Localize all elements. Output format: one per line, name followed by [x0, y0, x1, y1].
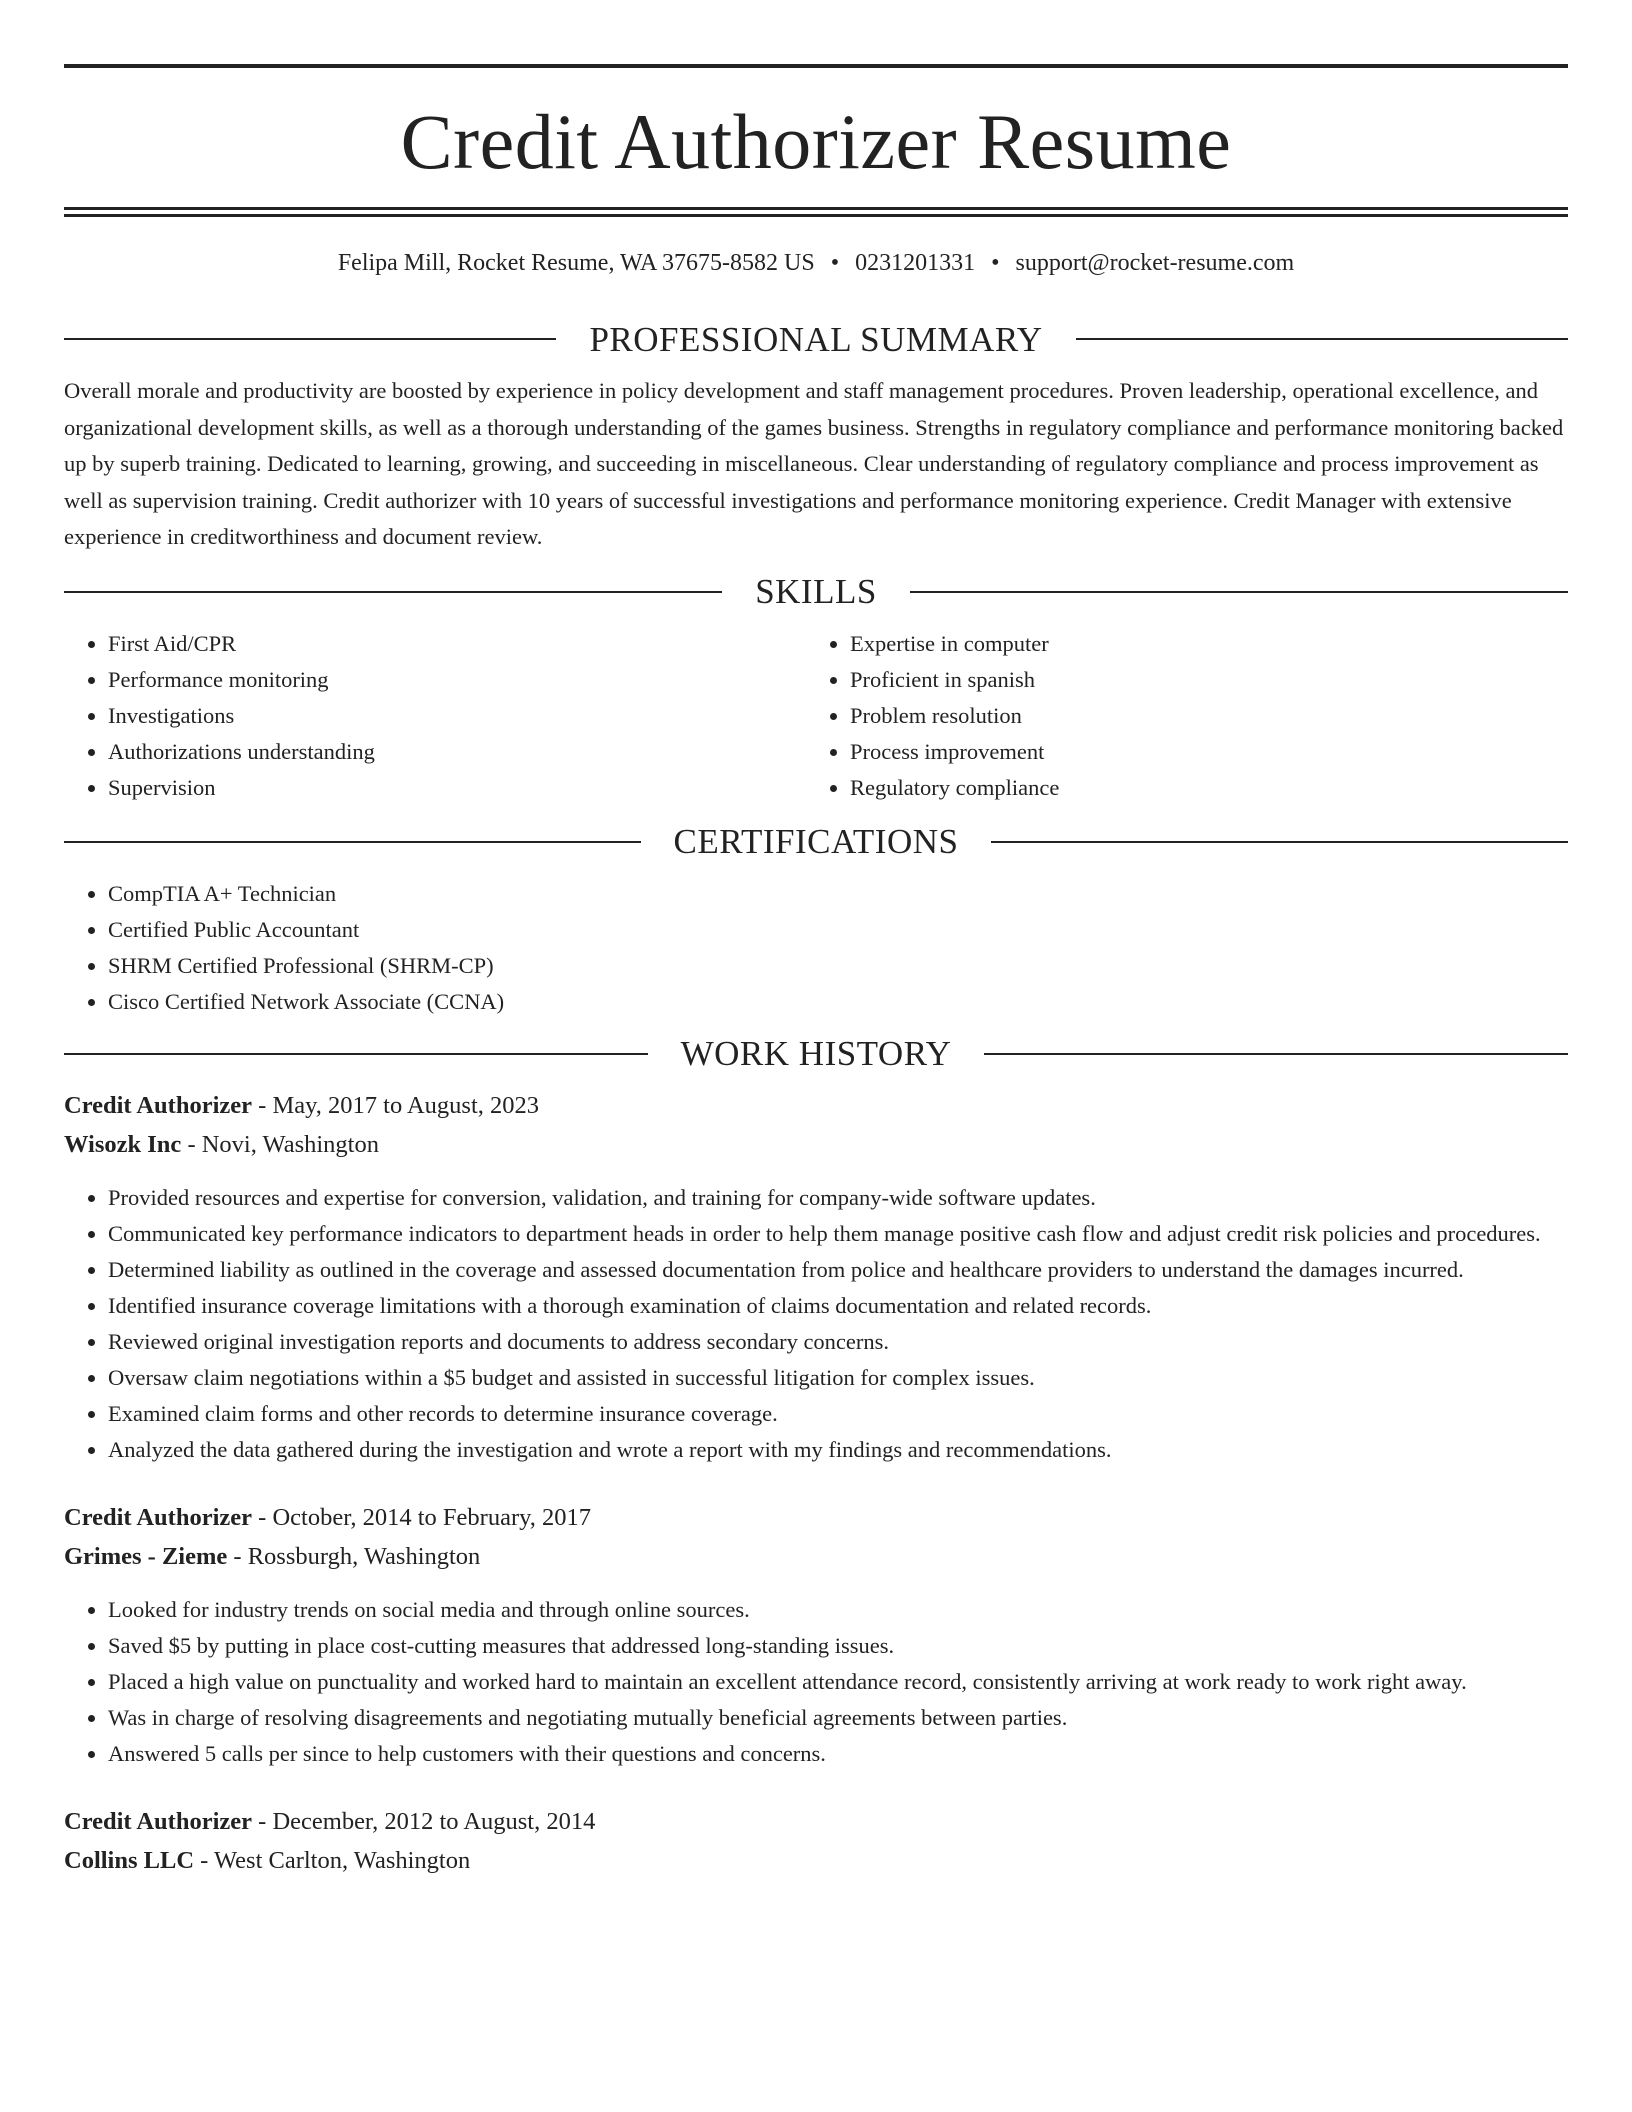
- skill-item: • Authorizations understanding: [108, 734, 806, 770]
- certification-item: • Certified Public Accountant: [108, 912, 1568, 948]
- certification-item: • Cisco Certified Network Associate (CCNA): [108, 984, 1568, 1020]
- job-dates: - May, 2017 to August, 2023: [252, 1091, 539, 1119]
- top-rule: [64, 64, 1568, 68]
- job-company-line: [64, 1841, 1568, 1880]
- skill-item: • Proficient in spanish: [850, 662, 1568, 698]
- job-company-line: [64, 1125, 1568, 1164]
- job-duty-item: • Saved $5 by putting in place cost-cutting measures that addressed long-standing issues.: [108, 1628, 1568, 1664]
- job-title: Credit Authorizer: [64, 1091, 253, 1119]
- job-duty-item: • Provided resources and expertise for conversion, validation, and training for company-wide software updates.: [108, 1180, 1568, 1216]
- skill-item: • Expertise in computer: [850, 626, 1568, 662]
- job-duty-item: • Placed a high value on punctuality and worked hard to maintain an excellent attendance record, consistently arriving at work ready to work right away.: [108, 1664, 1568, 1700]
- section-rule: [1076, 338, 1568, 340]
- section-header-certifications: [64, 822, 1568, 862]
- skill-item: • Investigations: [108, 698, 806, 734]
- job-duty-item: • Looked for industry trends on social media and through online sources.: [108, 1592, 1568, 1628]
- skill-item: • Problem resolution: [850, 698, 1568, 734]
- job-title-line: [64, 1498, 1568, 1537]
- job-company: Grimes - Zieme: [64, 1542, 228, 1570]
- job-duty-item: • Analyzed the data gathered during the investigation and wrote a report with my findings and recommendations.: [108, 1432, 1568, 1468]
- job-duty-item: • Was in charge of resolving disagreements and negotiating mutually beneficial agreements between parties.: [108, 1700, 1568, 1736]
- certification-item: • SHRM Certified Professional (SHRM-CP): [108, 948, 1568, 984]
- certification-item: • CompTIA A+ Technician: [108, 876, 1568, 912]
- job-title: Credit Authorizer: [64, 1503, 253, 1531]
- skill-item: • Regulatory compliance: [850, 770, 1568, 806]
- section-rule: [991, 841, 1568, 843]
- job-entry: [64, 1802, 1568, 1880]
- job-duty-item: • Examined claim forms and other records to determine insurance coverage.: [108, 1396, 1568, 1432]
- section-rule: [64, 1053, 648, 1055]
- job-duty-item: • Answered 5 calls per since to help customers with their questions and concerns.: [108, 1736, 1568, 1772]
- job-location: - Rossburgh, Washington: [227, 1542, 481, 1570]
- job-duties-list: [64, 1592, 1568, 1772]
- job-title-line: [64, 1086, 1568, 1125]
- job-entry: [64, 1086, 1568, 1468]
- summary-text: Overall morale and productivity are boosted by experience in policy development and staff management procedures. Proven leadership, operational excellence, and organizational development skills, as well as a thorough understanding of the games business. Strengths in regulatory compliance and performance monitoring backed up by superb training. Dedicated to learning, growing, and succeeding in miscellaneous. Clear understanding of regulatory compliance and process improvement as well as supervision training. Credit authorizer with 10 years of successful investigations and performance monitoring experience. Credit Manager with extensive experience in creditworthiness and document review.: [64, 378, 1564, 549]
- contact-email: support@rocket-resume.com: [1015, 250, 1295, 276]
- job-title: Credit Authorizer: [64, 1807, 253, 1835]
- title-double-rule: [64, 207, 1568, 217]
- section-title-work-history: WORK HISTORY: [680, 1034, 952, 1073]
- section-title-skills: SKILLS: [755, 572, 877, 611]
- section-header-summary: [64, 319, 1568, 359]
- skills-column-right: [806, 626, 1568, 806]
- section-rule: [64, 591, 722, 593]
- section-title-certifications: CERTIFICATIONS: [673, 822, 959, 861]
- job-location: - Novi, Washington: [181, 1130, 379, 1158]
- contact-line: [64, 251, 1568, 275]
- job-entry: [64, 1498, 1568, 1772]
- job-duty-item: • Reviewed original investigation reports and documents to address secondary concerns.: [108, 1324, 1568, 1360]
- skill-item: • Performance monitoring: [108, 662, 806, 698]
- skills-list: [64, 626, 1568, 806]
- job-title-line: [64, 1802, 1568, 1841]
- job-dates: - October, 2014 to February, 2017: [252, 1503, 592, 1531]
- skill-item: • Process improvement: [850, 734, 1568, 770]
- job-location: - West Carlton, Washington: [194, 1846, 471, 1874]
- skill-item: • Supervision: [108, 770, 806, 806]
- certifications-list: [64, 876, 1568, 1020]
- job-company: Wisozk Inc: [64, 1130, 182, 1158]
- contact-separator: •: [991, 250, 1000, 276]
- job-company: Collins LLC: [64, 1846, 195, 1874]
- section-header-skills: [64, 572, 1568, 612]
- job-duty-item: • Oversaw claim negotiations within a $5 budget and assisted in successful litigation for complex issues.: [108, 1360, 1568, 1396]
- job-company-line: [64, 1537, 1568, 1576]
- job-dates: - December, 2012 to August, 2014: [252, 1807, 596, 1835]
- page-title: Credit Authorizer Resume: [400, 98, 1232, 185]
- job-duties-list: [64, 1180, 1568, 1468]
- section-header-work-history: [64, 1034, 1568, 1074]
- section-rule: [984, 1053, 1568, 1055]
- job-duty-item: • Determined liability as outlined in the coverage and assessed documentation from police and healthcare providers to understand the damages incurred.: [108, 1252, 1568, 1288]
- contact-address: Felipa Mill, Rocket Resume, WA 37675-8582 US: [337, 250, 815, 276]
- section-title-summary: PROFESSIONAL SUMMARY: [589, 319, 1043, 359]
- skills-column-left: [64, 626, 806, 806]
- section-rule: [64, 338, 556, 340]
- section-rule: [64, 841, 641, 843]
- section-rule: [910, 591, 1568, 593]
- contact-phone: 0231201331: [855, 250, 976, 276]
- skill-item: • First Aid/CPR: [108, 626, 806, 662]
- job-duty-item: • Communicated key performance indicators to department heads in order to help them manage positive cash flow and adjust credit risk policies and procedures.: [108, 1216, 1568, 1252]
- job-duty-item: • Identified insurance coverage limitations with a thorough examination of claims documentation and related records.: [108, 1288, 1568, 1324]
- contact-separator: •: [830, 250, 840, 276]
